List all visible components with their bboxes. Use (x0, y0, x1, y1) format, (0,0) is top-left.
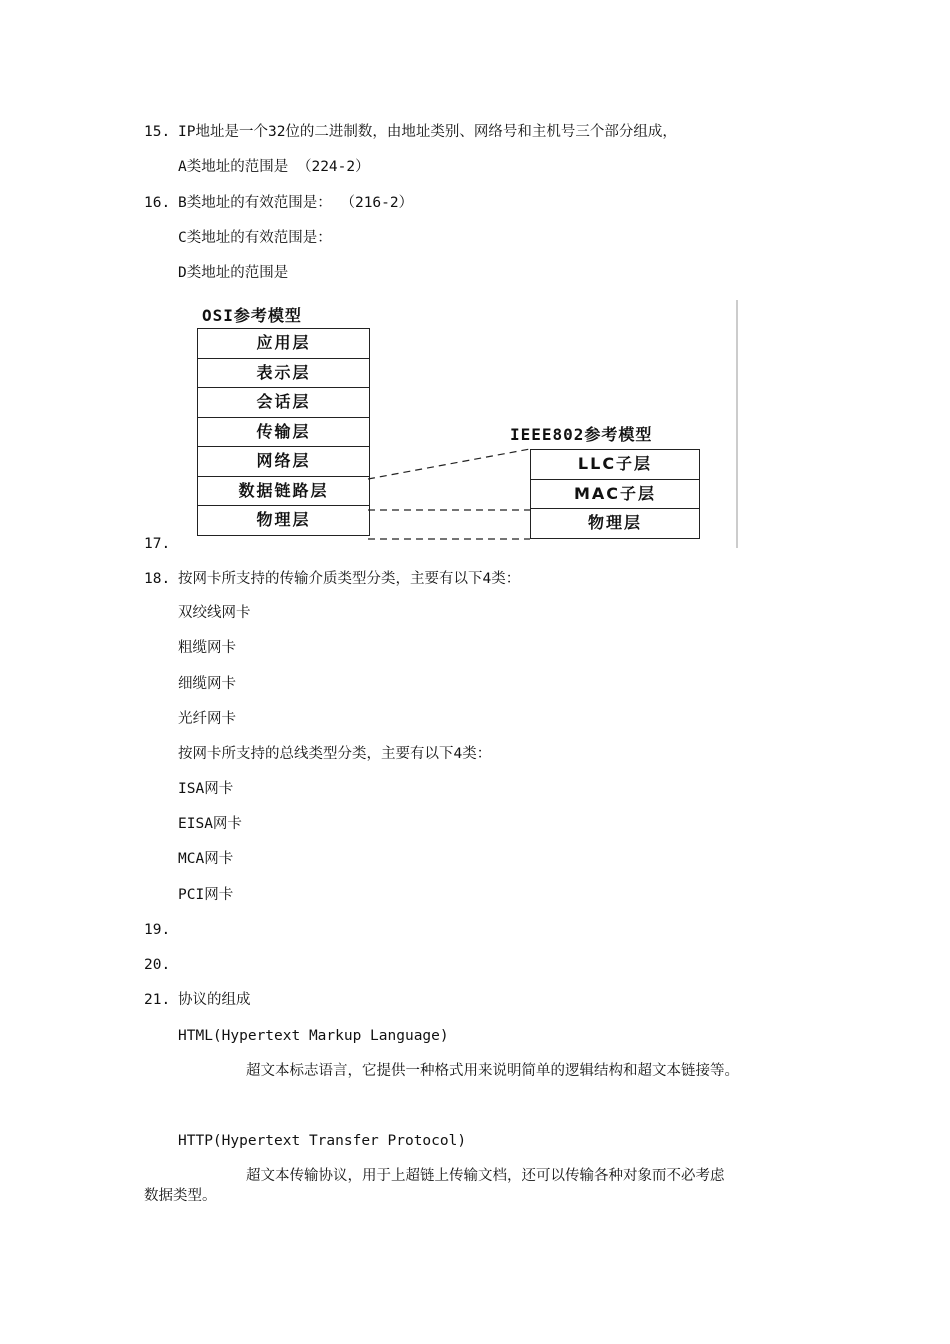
bus-item: ISA网卡 (178, 781, 234, 797)
osi-ieee-diagram (180, 298, 740, 550)
item-16-number: 16. (144, 195, 171, 211)
datalink-to-llc-dashed-line (368, 449, 530, 479)
item-15-line2: A类地址的范围是 （224-2） (178, 159, 370, 175)
ieee-layer-physical: 物理层 (587, 513, 642, 532)
ieee-layer-stack (530, 449, 700, 539)
item-21-line1: 协议的组成 (178, 992, 251, 1008)
item-18-line1: 按网卡所支持的传输介质类型分类，主要有以下4类： (178, 571, 521, 587)
bus-item: EISA网卡 (178, 816, 242, 832)
bus-item: MCA网卡 (178, 851, 234, 867)
item-16-line3: D类地址的范围是 (178, 265, 289, 281)
bus-type-title: 按网卡所支持的总线类型分类，主要有以下4类： (178, 746, 492, 762)
item-20-number: 20. (144, 957, 171, 973)
ieee-layer-llc: LLC子层 (531, 450, 699, 480)
osi-layer-stack (197, 328, 370, 536)
http-description-line2: 数据类型。 (144, 1188, 217, 1204)
osi-layer-transport: 传输层 (198, 418, 369, 448)
http-description-line1: 超文本传输协议，用于上超链上传输文档，还可以传输各种对象而不必考虑 (246, 1168, 725, 1184)
media-item: 双绞线网卡 (178, 605, 251, 621)
media-item: 粗缆网卡 (178, 640, 236, 656)
http-title: HTTP(Hypertext Transfer Protocol) (178, 1133, 467, 1149)
osi-layer-application: 应用层 (198, 329, 369, 359)
osi-layer-presentation: 表示层 (198, 359, 369, 389)
ieee-model-title: IEEE802参考模型 (510, 425, 653, 444)
ieee-layer-mac: MAC子层 (531, 480, 699, 510)
media-item: 细缆网卡 (178, 676, 236, 692)
bus-item: PCI网卡 (178, 887, 234, 903)
item-21-number: 21. (144, 992, 171, 1008)
item-15-line1: IP地址是一个32位的二进制数，由地址类别、网络号和主机号三个部分组成， (178, 124, 677, 140)
item-17-number: 17. (144, 536, 171, 552)
html-description: 超文本标志语言，它提供一种格式用来说明简单的逻辑结构和超文本链接等。 (246, 1063, 739, 1079)
item-19-number: 19. (144, 922, 171, 938)
item-18-number: 18. (144, 571, 171, 587)
osi-layer-network: 网络层 (198, 447, 369, 477)
osi-model-title: OSI参考模型 (202, 306, 302, 325)
osi-layer-physical: 物理层 (256, 510, 311, 529)
osi-layer-session: 会话层 (198, 388, 369, 418)
media-item: 光纤网卡 (178, 711, 236, 727)
item-16-line1: B类地址的有效范围是： （216-2） (178, 195, 414, 211)
item-15-number: 15. (144, 124, 171, 140)
osi-layer-datalink: 数据链路层 (198, 477, 369, 507)
item-16-line2: C类地址的有效范围是： (178, 230, 332, 246)
html-title: HTML(Hypertext Markup Language) (178, 1028, 449, 1044)
